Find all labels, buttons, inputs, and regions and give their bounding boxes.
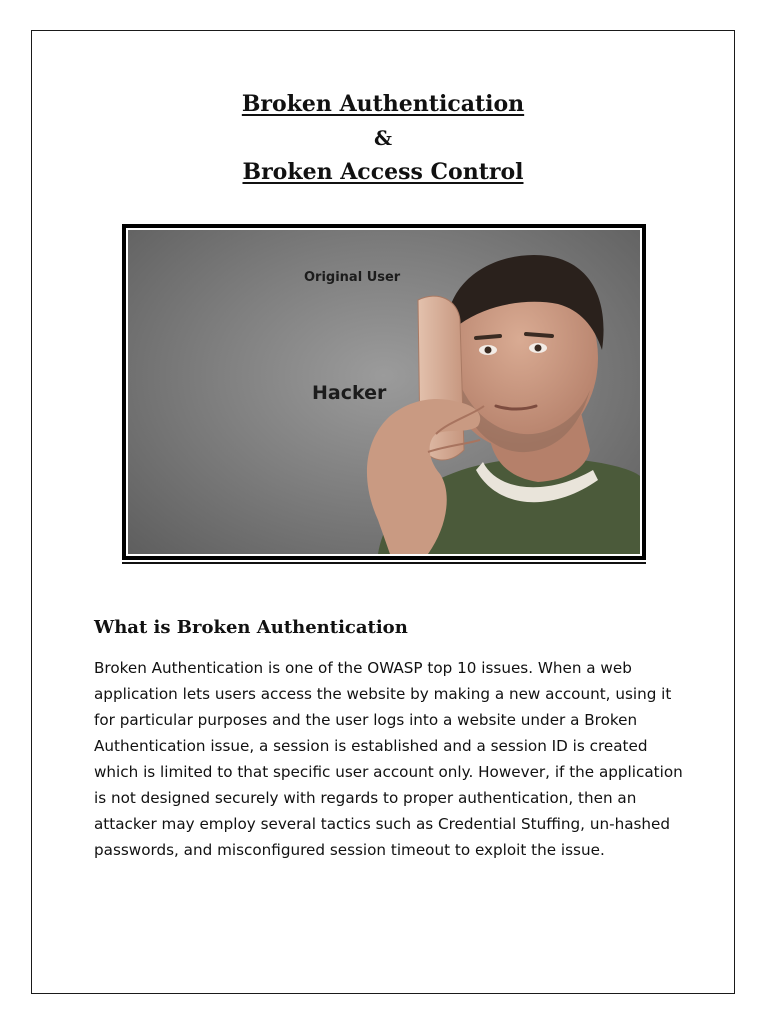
title-ampersand: & <box>373 126 393 150</box>
title-line-authentication: Broken Authentication <box>241 91 525 117</box>
title-line-access-control: Broken Access Control <box>242 159 524 185</box>
hacker-label: Hacker <box>312 382 387 404</box>
section-heading: What is Broken Authentication <box>94 617 408 638</box>
section-paragraph: Broken Authentication is one of the OWASP top 10 issues. When a web application lets users access the website by making a new account, using it for particular purposes and the user logs into a website under a Broken Authentication issue, a session is established and a session ID is created which is limited to that specific user account only. However, if the application is not designed securely with regards to proper authentication, then an attacker may employ several tactics such as Credential Stuffing, un-hashed passwords, and misconfigured session timeout to exploit the issue. <box>94 659 683 859</box>
figure-underline-rule <box>122 562 646 564</box>
hacker-illustration-frame <box>122 224 646 560</box>
original-user-label: Original User <box>304 270 401 285</box>
document-page <box>31 30 735 994</box>
document-title <box>32 87 734 189</box>
hacker-illustration <box>126 228 642 556</box>
